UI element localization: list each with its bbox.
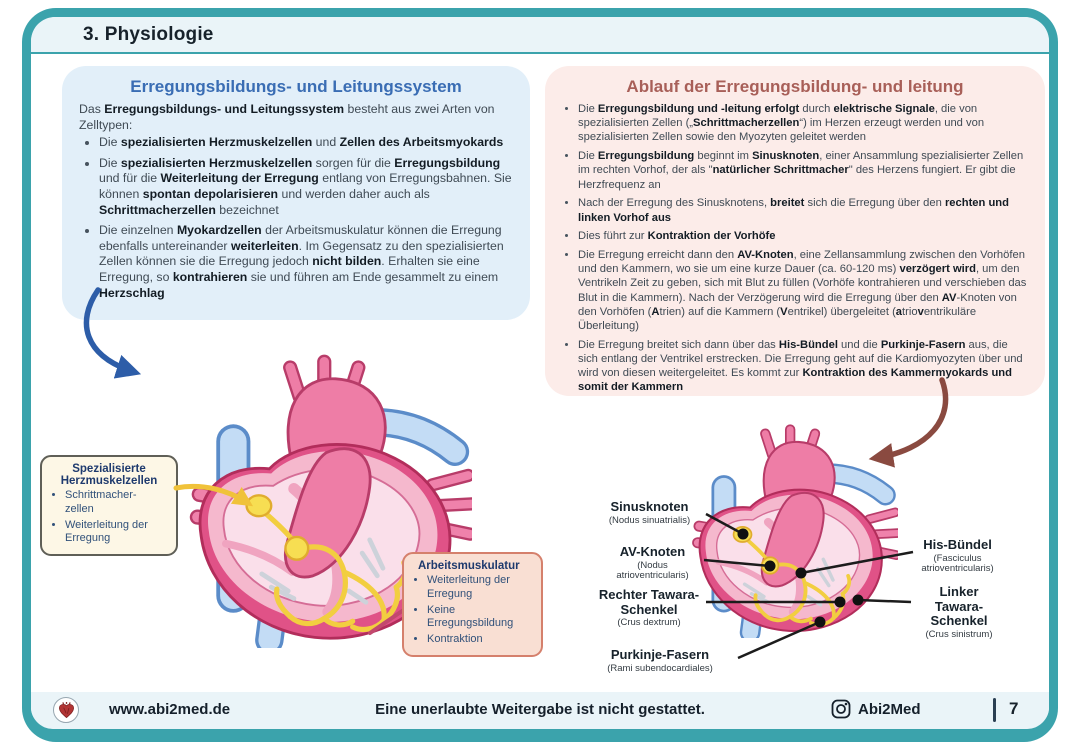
page-number: 7 <box>1009 699 1019 718</box>
page-footer <box>31 692 1049 729</box>
callout-item: • Keine Erregungsbildung <box>427 604 533 632</box>
label-linker-tawara-schenkel: Linker Tawara-Schenkel (Crus sinistrum) <box>925 584 993 640</box>
label-his-buendel: His-Bündel (Fasciculus atrioventricularis) <box>921 537 994 575</box>
instagram-link[interactable] <box>831 699 921 719</box>
bullet-item: • Die Erregung erreicht dann den AV-Knoten, eine Zellansammlung zwischen den Vorhöfen und den Kammern, wo sie um eine kurze Dauer (ca. 60-120 ms) verzögert wird, um den Ventrikeln Zeit zu geben, sich mit Blut zu füllen (Vorhöfe kontrahieren und verschieben das Blut in die Kammern). Nach der Verzögerung wird die Erregung über den AV-Knoten von den Vorhöfen (Atrien) auf die Kammern (Ventrikel) übergeleitet (atrioventrikuläre Überleitung) <box>578 248 1028 333</box>
panel-ablauf-list <box>562 102 1028 395</box>
instagram-handle: Abi2Med <box>858 700 921 718</box>
label-sinusknoten: Sinusknoten (Nodus sinuatrialis) <box>608 499 691 526</box>
panel-erregungssystem-list <box>79 135 513 301</box>
callout-arbeitsmuskulatur <box>402 552 543 657</box>
bullet-item: • Die Erregungsbildung und -leitung erfolgt durch elektrische Signale, die von spezialisierten Zellen („Schrittmacherzellen“) im Herzen erzeugt werden und von spezialisierten Zellen sowie den Myozyten geleitet werden <box>578 102 1028 145</box>
bullet-item: • Die Erregungsbildung beginnt im Sinusknoten, einer Ansammlung spezialisierter Zellen im rechten Vorhof, der als "natürlicher Schrittmacher" des Herzens fungiert. Er gibt die Herzfrequenz an <box>578 149 1028 192</box>
page-header <box>31 17 1049 54</box>
bullet-item: • Dies führt zur Kontraktion der Vorhöfe <box>578 229 1028 243</box>
label-purkinje-fasern: Purkinje-Fasern (Rami subendocardiales) <box>607 647 713 674</box>
website-link[interactable]: www.abi2med.de <box>109 701 231 718</box>
bullet-item: • Die spezialisierten Herzmuskelzellen sorgen für die Erregungsbildung und für die Weiterleitung der Erregung entlang von Erregungsbahnen. Sie können spontan depolarisieren und werden daher auch als Schrittmacherzellen bezeichnet <box>99 156 513 218</box>
bullet-item: • Die Erregung breitet sich dann über das His-Bündel und die Purkinje-Fasern aus, die sich entlang der Ventrikel erstrecken. Die Erregung geht auf die Kardiomyozyten über und wird von diesen weitergeleitet. Es kommt zur Kontraktion des Kammermyokards und somit der Kammern <box>578 338 1028 395</box>
panel-erregungssystem <box>62 66 530 320</box>
callout-item: • Schrittmacher- zellen <box>65 489 168 517</box>
panel-erregungssystem-title: Erregungsbildungs- und Leitungssystem <box>130 77 462 96</box>
panel-ablauf <box>545 66 1045 396</box>
panel-ablauf-title: Ablauf der Erregungsbildung- und leitung <box>626 77 964 96</box>
yellow-pointer-arrow-icon <box>172 478 264 523</box>
copyright-notice: Eine unerlaubte Weitergabe ist nicht gestattet. <box>375 701 705 718</box>
callout-item: • Weiterleitung der Erregung <box>427 574 533 602</box>
panel-erregungssystem-intro: Das Erregungsbildungs- und Leitungssystem besteht aus zwei Arten von Zelltypen: <box>79 102 495 132</box>
callout-spezialisierte-herzmuskelzellen <box>40 455 178 556</box>
instagram-icon <box>831 699 851 719</box>
callout-title: Spezialisierte Herzmuskelzellen <box>60 463 158 487</box>
callout-title: Arbeitsmuskulatur <box>418 560 520 572</box>
bullet-item: • Nach der Erregung des Sinusknotens, breitet sich die Erregung über den rechten und linken Vorhof aus <box>578 196 1028 224</box>
page-title: 3. Physiologie <box>83 24 214 45</box>
label-rechter-tawara-schenkel: Rechter Tawara-Schenkel (Crus dextrum) <box>598 587 700 629</box>
bullet-item: • Die einzelnen Myokardzellen der Arbeitsmuskulatur können die Erregung ebenfalls untereinander weiterleiten. Im Gegensatz zu den spezialisierten Zellen können sie die Erregung jedoch nicht bilden. Erhalten sie eine Erregung, so kontrahieren sie und führen am Ende gesammelt zu einem Herzschlag <box>99 223 513 301</box>
callout-item: • Kontraktion <box>427 633 533 647</box>
page-number-divider <box>993 698 996 722</box>
bullet-item: • Die spezialisierten Herzmuskelzellen und Zellen des Arbeitsmyokards <box>99 135 513 151</box>
label-av-knoten: AV-Knoten (Nodus atrioventricularis) <box>616 544 689 582</box>
callout-item: • Weiterleitung der Erregung <box>65 519 168 547</box>
